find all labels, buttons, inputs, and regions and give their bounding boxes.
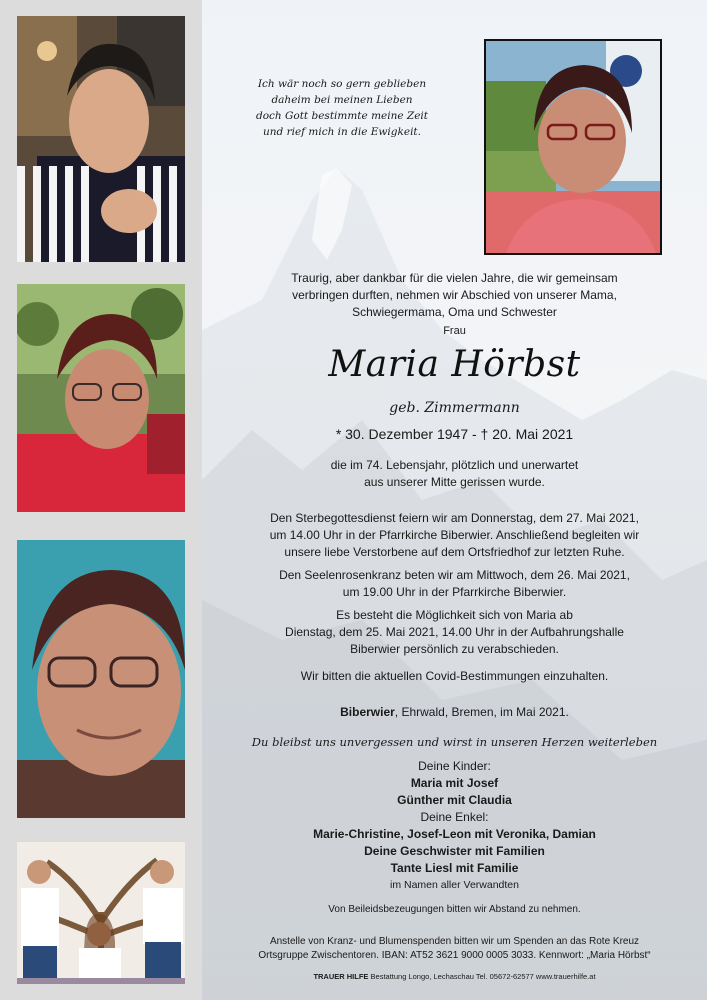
- viewing-line: Es besteht die Möglichkeit sich von Maria ab: [336, 608, 573, 622]
- salutation: Frau: [443, 325, 466, 337]
- mourner-line: im Namen aller Verwandten: [390, 879, 519, 891]
- funeral-paragraph: [202, 510, 707, 561]
- deceased-name: Maria Hörbst: [328, 344, 581, 385]
- intro-line: Traurig, aber dankbar für die vielen Jahre, die wir gemeinsam: [291, 271, 618, 285]
- rosary-line: um 19.00 Uhr in der Pfarrkirche Biberwier.: [342, 585, 567, 599]
- age-line: die im 74. Lebensjahr, plötzlich und unerwartet: [330, 458, 579, 472]
- age-text: [202, 457, 707, 491]
- place-date: [202, 705, 707, 719]
- rosary-line: Den Seelenrosenkranz beten wir am Mittwoch, dem 26. Mai 2021,: [279, 568, 630, 582]
- viewing-line: Dienstag, dem 25. Mai 2021, 14.00 Uhr in der Aufbahrungshalle: [285, 625, 624, 639]
- poem-line: daheim bei meinen Lieben: [271, 94, 413, 106]
- mourner-line: Deine Kinder:: [418, 759, 491, 773]
- condolence-note: Von Beileidsbezeugungen bitten wir Abstand zu nehmen.: [328, 904, 581, 915]
- mourner-line: Tante Liesl mit Familie: [390, 861, 519, 875]
- photo-grandchildren: [17, 842, 185, 984]
- donation-line: Anstelle von Kranz- und Blumenspenden bitten wir um Spenden an das Rote Kreuz: [269, 936, 640, 947]
- funeral-line: unsere liebe Verstorbene auf dem Ortsfriedhof zur letzten Ruhe.: [284, 545, 625, 559]
- place-bold: Biberwier: [340, 705, 395, 719]
- obituary-content: [202, 0, 707, 1000]
- poem: [222, 76, 462, 140]
- intro-line: verbringen durften, nehmen wir Abschied von unserer Mama,: [292, 288, 617, 302]
- donation-note: [202, 935, 707, 963]
- age-line: aus unserer Mitte gerissen wurde.: [364, 475, 545, 489]
- poem-line: und rief mich in die Ewigkeit.: [262, 126, 421, 138]
- mourner-line: Deine Enkel:: [420, 810, 489, 824]
- mourner-line: Günther mit Claudia: [397, 793, 512, 807]
- viewing-line: Biberwier persönlich zu verabschieden.: [350, 642, 559, 656]
- viewing-paragraph: [202, 607, 707, 658]
- maiden-name: geb. Zimmermann: [389, 400, 520, 416]
- poem-line: Ich wär noch so gern geblieben: [257, 78, 427, 90]
- footer-brand: TRAUER HILFE: [313, 972, 369, 981]
- rosary-paragraph: [202, 567, 707, 601]
- footer-contact: Bestattung Longo, Lechaschau Tel. 05672-62577 www.trauerhilfe.at: [368, 972, 596, 981]
- portrait-photo: [484, 39, 662, 255]
- mourner-line: Maria mit Josef: [410, 776, 499, 790]
- life-dates: * 30. Dezember 1947 - † 20. Mai 2021: [335, 426, 574, 442]
- intro-text: [202, 270, 707, 321]
- covid-note: Wir bitten die aktuellen Covid-Bestimmungen einzuhalten.: [300, 669, 609, 683]
- mourners-list: [202, 758, 707, 894]
- photo-woman-closeup: [17, 540, 185, 818]
- donation-line: Ortsgruppe Zwischentoren. IBAN: AT52 3621 9000 0005 3033. Kennwort: „Maria Hörbst“: [258, 950, 651, 961]
- place-rest: , Ehrwald, Bremen, im Mai 2021.: [394, 705, 569, 719]
- footer: [202, 972, 707, 981]
- photo-sidebar: [0, 0, 202, 1000]
- photo-woman-striped-shirt: [17, 16, 185, 262]
- funeral-line: um 14.00 Uhr in der Pfarrkirche Biberwier. Anschließend begleiten wir: [269, 528, 640, 542]
- poem-line: doch Gott bestimmte meine Zeit: [255, 110, 429, 122]
- funeral-line: Den Sterbegottesdienst feiern wir am Donnerstag, dem 27. Mai 2021,: [270, 511, 639, 525]
- motto: Du bleibst uns unvergessen und wirst in unseren Herzen weiterleben: [251, 735, 658, 749]
- photo-woman-red-shirt: [17, 284, 185, 512]
- intro-line: Schwiegermama, Oma und Schwester: [352, 305, 557, 319]
- mourner-line: Deine Geschwister mit Familien: [364, 844, 545, 858]
- mourner-line: Marie-Christine, Josef-Leon mit Veronika, Damian: [313, 827, 596, 841]
